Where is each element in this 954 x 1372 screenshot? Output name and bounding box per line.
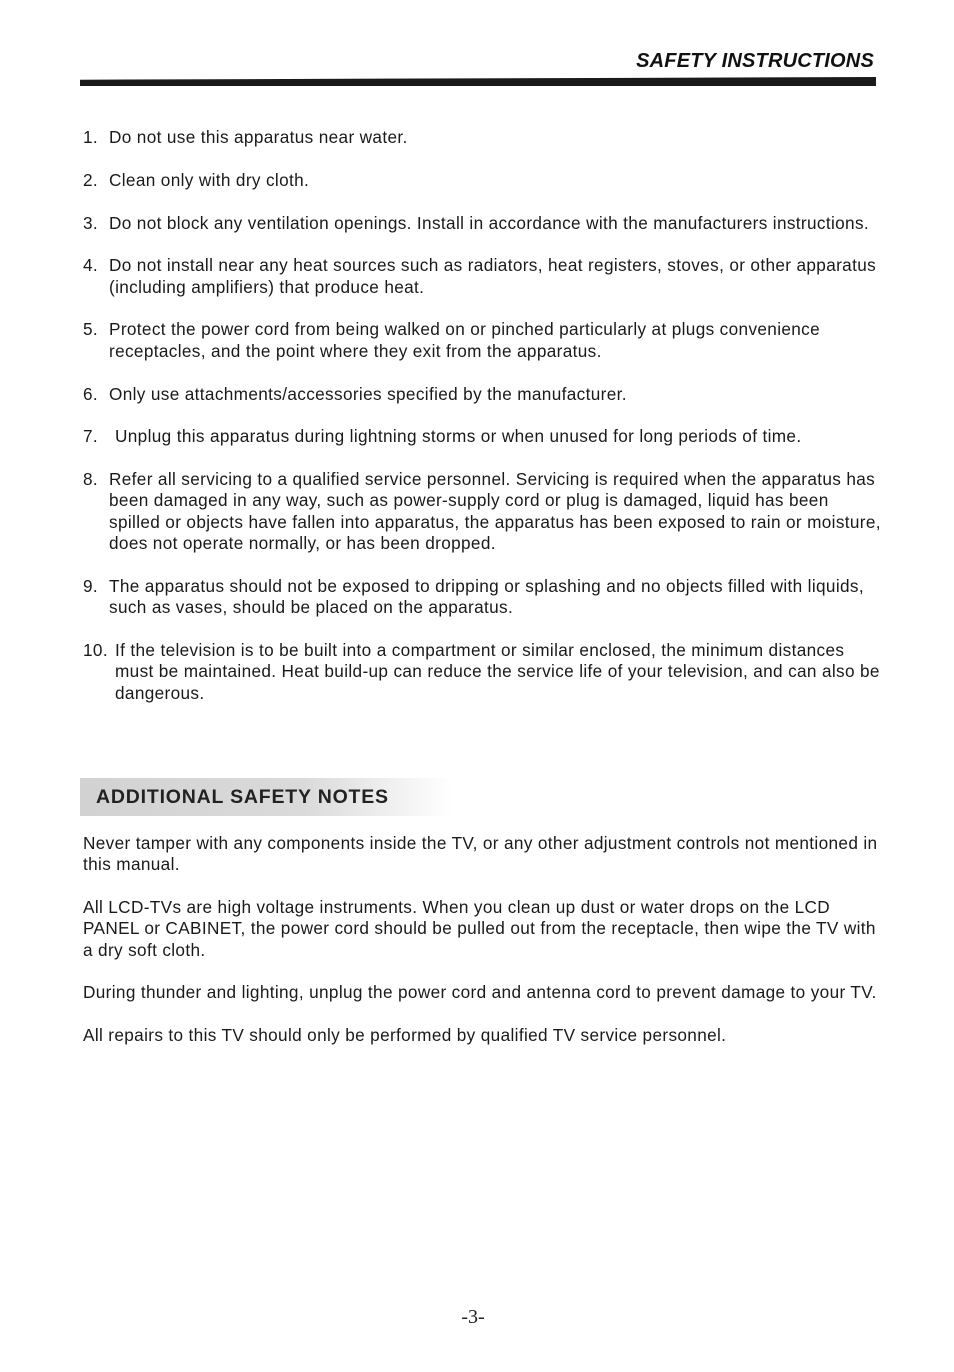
header-rule	[80, 77, 876, 86]
instruction-item	[83, 426, 883, 447]
instruction-text: Do not use this apparatus near water.	[109, 127, 408, 147]
instruction-text: Do not block any ventilation openings. Install in accordance with the manufacturers instructions.	[109, 212, 870, 233]
instruction-item	[83, 213, 883, 234]
instruction-item	[83, 319, 883, 362]
instruction-number: 4.	[83, 255, 99, 276]
instruction-number: 3.	[83, 212, 99, 233]
page-title: SAFETY INSTRUCTIONS	[636, 50, 874, 72]
additional-notes-header	[80, 778, 452, 816]
instruction-item	[83, 170, 883, 191]
instruction-item	[83, 255, 883, 298]
note-paragraph: All repairs to this TV should only be performed by qualified TV service personnel.	[83, 1025, 727, 1046]
additional-notes-heading: ADDITIONAL SAFETY NOTES	[96, 786, 389, 808]
instruction-number: 2.	[83, 169, 99, 190]
instruction-text: Refer all servicing to a qualified service personnel. Servicing is required when the apparatus has been damaged in any way, such as power-supply cord or plug is damaged, liquid has been spilled or objects have fallen into apparatus, the apparatus has been exposed to rain or moisture, does not operate normally, or has been dropped.	[109, 469, 881, 554]
instruction-text: Protect the power cord from being walked on or pinched particularly at plugs convenience receptacles, and the point where they exit from the apparatus.	[109, 319, 821, 361]
instruction-text: Unplug this apparatus during lightning storms or when unused for long periods of time.	[115, 426, 802, 447]
instruction-number: 5.	[83, 319, 99, 340]
instruction-item	[83, 640, 883, 704]
additional-notes	[83, 833, 883, 1068]
instruction-item	[83, 576, 883, 619]
instruction-item	[83, 469, 883, 554]
instruction-text: The apparatus should not be exposed to dripping or splashing and no objects filled with liquids, such as vases, should be placed on the apparatus.	[109, 575, 864, 618]
safety-instructions-list	[83, 127, 883, 725]
note-paragraph: During thunder and lighting, unplug the power cord and antenna cord to prevent damage to your TV.	[83, 982, 877, 1003]
instruction-text: Clean only with dry cloth.	[109, 169, 310, 190]
page-number: -3-	[461, 1306, 485, 1328]
instruction-text: Only use attachments/accessories specified by the manufacturer.	[109, 383, 627, 404]
instruction-text: If the television is to be built into a compartment or similar enclosed, the minimum distances must be maintained. Heat build-up can reduce the service life of your television, and can also be dangerous.	[115, 639, 880, 703]
instruction-number: 7.	[83, 426, 99, 447]
instruction-item	[83, 384, 883, 405]
instruction-number: 1.	[83, 127, 99, 147]
instruction-number: 10.	[83, 639, 108, 660]
note-paragraph: All LCD-TVs are high voltage instruments. When you clean up dust or water drops on the LCD PANEL or CABINET, the power cord should be pulled out from the receptacle, then wipe the TV with a dry soft cloth.	[83, 897, 876, 960]
instruction-number: 8.	[83, 469, 99, 490]
instruction-number: 9.	[83, 575, 99, 596]
instruction-item	[83, 127, 883, 148]
instruction-number: 6.	[83, 383, 99, 404]
instruction-text: Do not install near any heat sources such as radiators, heat registers, stoves, or other apparatus (including amplifiers) that produce heat.	[109, 255, 877, 297]
note-paragraph: Never tamper with any components inside the TV, or any other adjustment controls not mentioned in this manual.	[83, 833, 878, 875]
